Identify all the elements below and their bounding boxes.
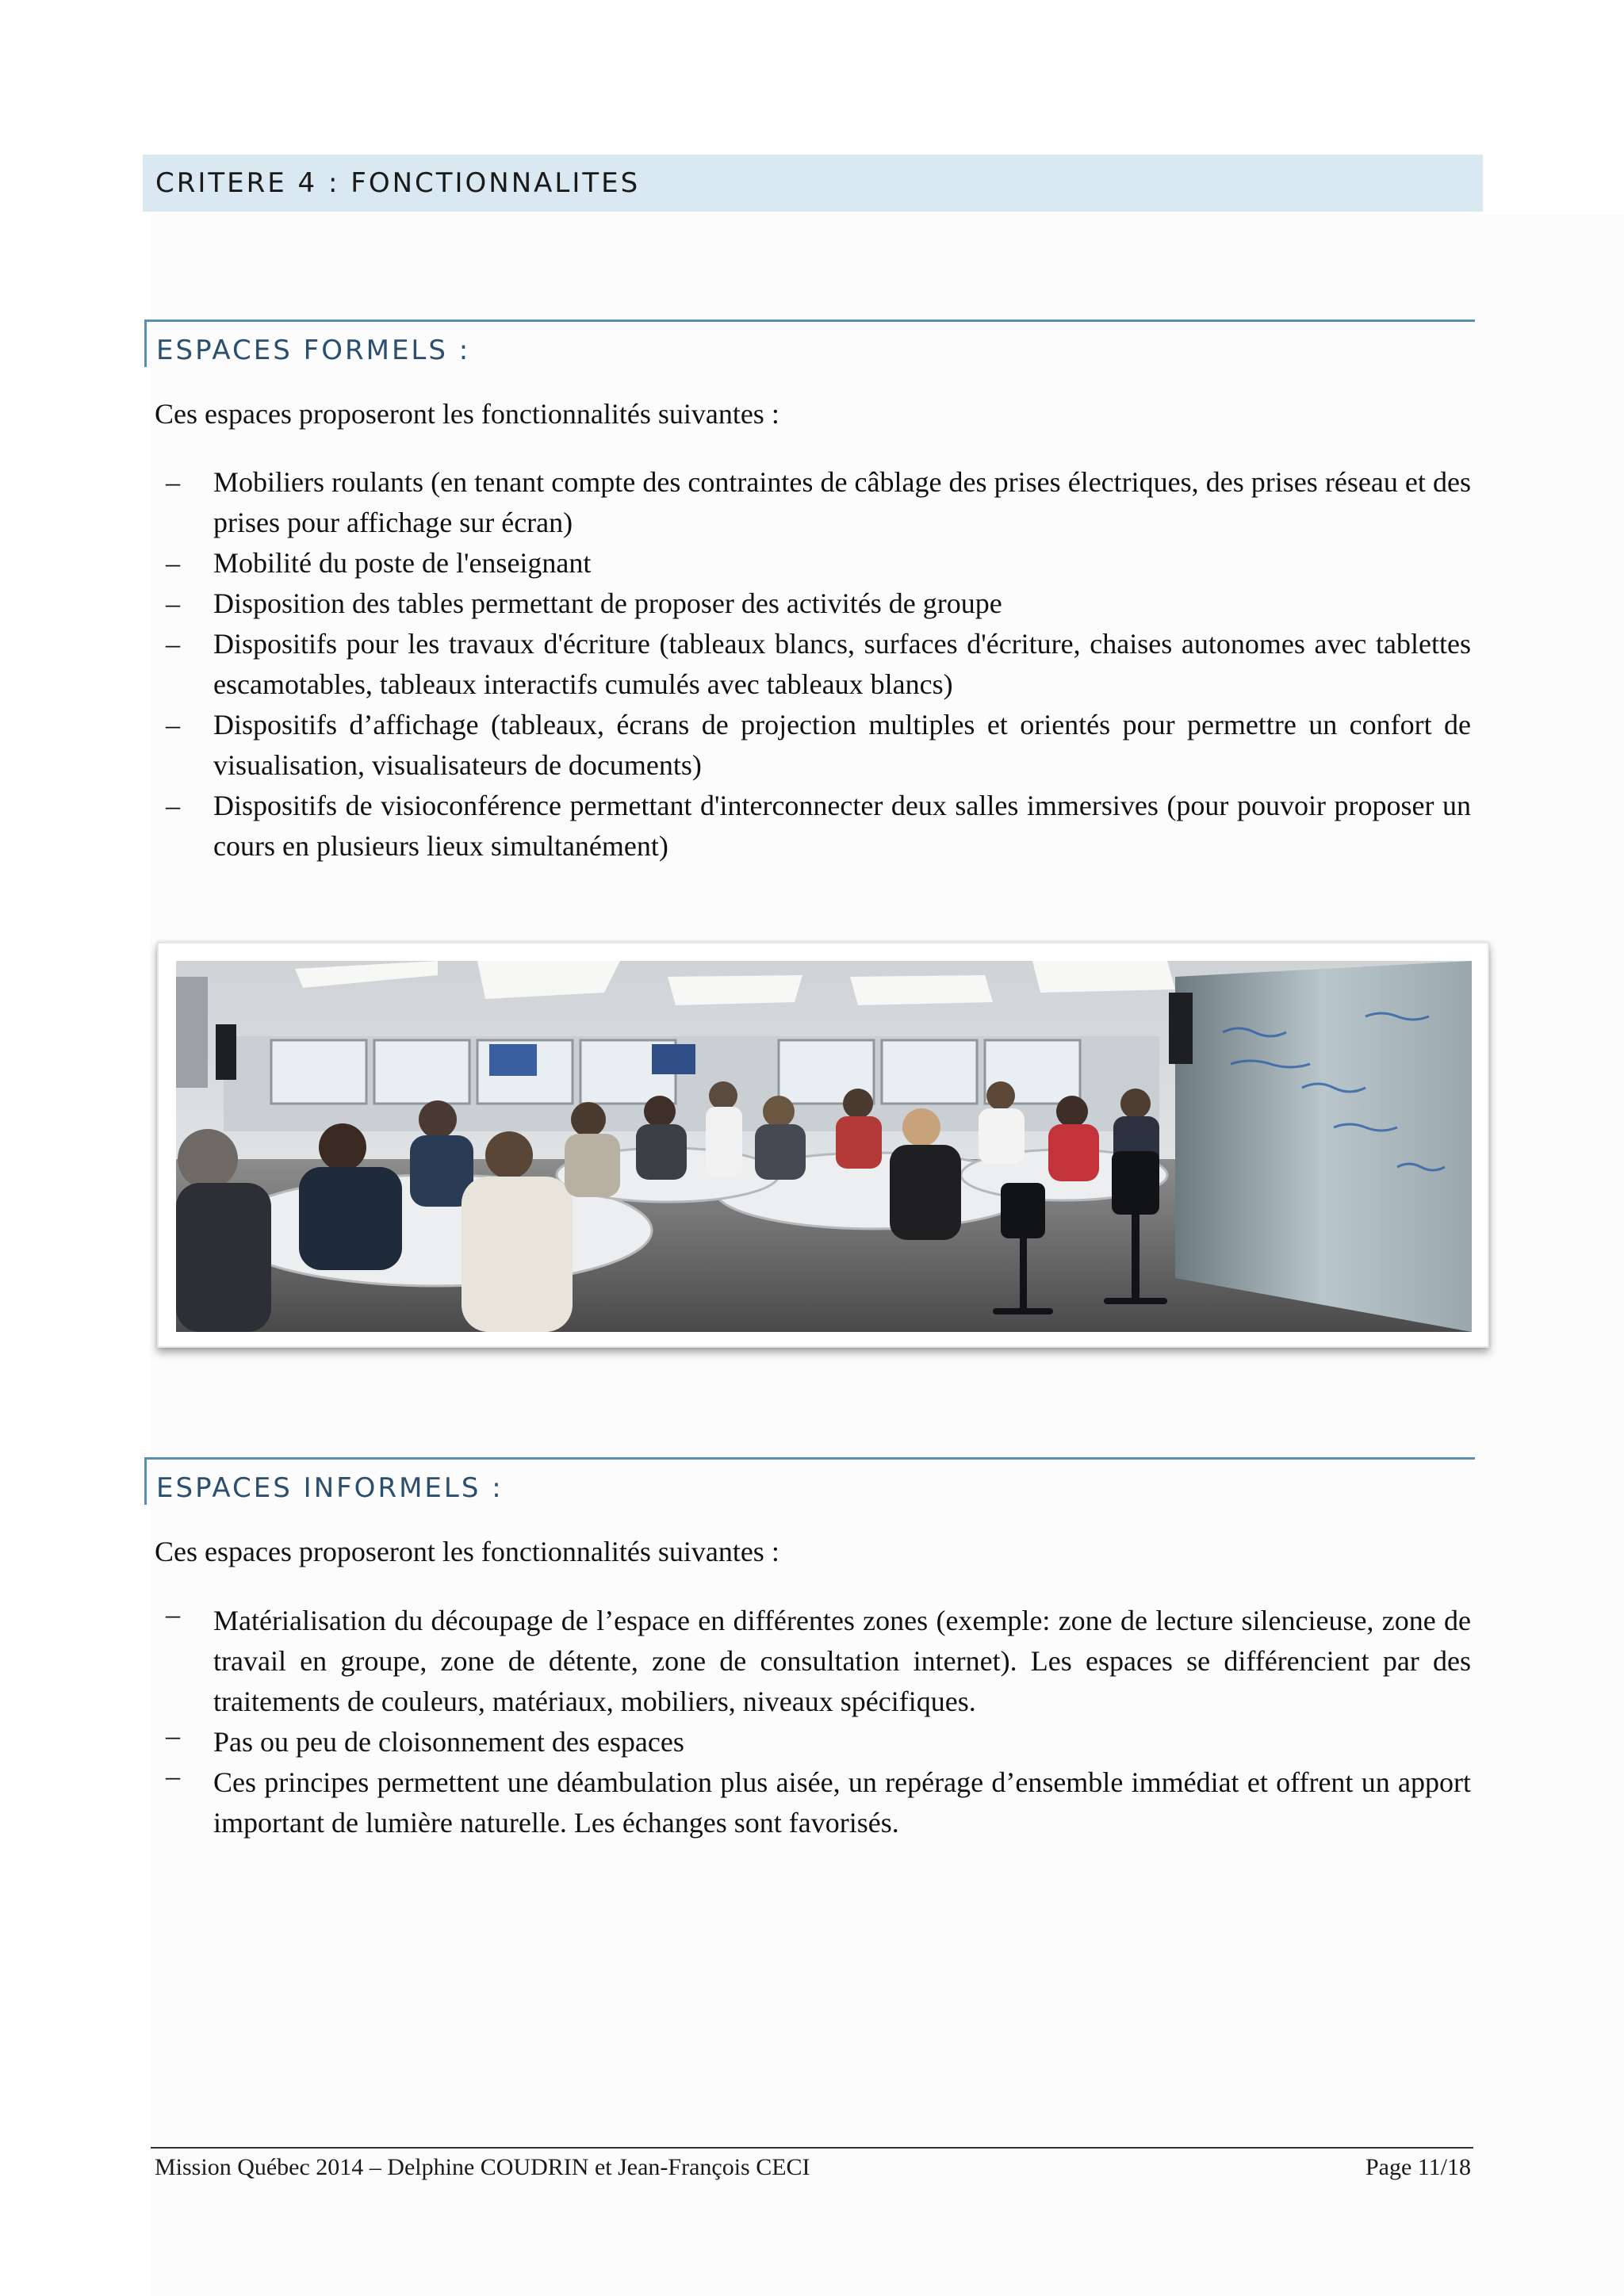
list-item-text: Dispositifs de visioconférence permettant d'interconnecter deux salles immersives (pour pouvoir proposer un cours en plusieurs lieux simultanément) [213, 790, 1471, 862]
bullet-dash: – [166, 709, 180, 740]
section-title-informal: ESPACES INFORMELS : [156, 1471, 504, 1504]
criterion-title: CRITERE 4 : FONCTIONNALITES [155, 167, 641, 199]
list-item [155, 462, 1471, 543]
list-item-text: Pas ou peu de cloisonnement des espaces [213, 1726, 684, 1758]
list-item [155, 584, 1471, 624]
list-item-text: Ces principes permettent une déambulation plus aisée, un repérage d’ensemble immédiat et offrent un apport important de lumière naturelle. Les échanges sont favorisés. [213, 1766, 1471, 1839]
list-item [155, 543, 1471, 584]
intro-informal: Ces espaces proposeront les fonctionnalités suivantes : [155, 1536, 779, 1567]
informal-feature-list [155, 1598, 1471, 1843]
list-item-text: Disposition des tables permettant de proposer des activités de groupe [213, 587, 1002, 619]
bullet-dash: – [166, 1720, 180, 1751]
formal-feature-list [155, 462, 1471, 867]
intro-formal: Ces espaces proposeront les fonctionnalités suivantes : [155, 398, 779, 430]
list-item [155, 624, 1471, 705]
footer-rule [151, 2147, 1473, 2149]
list-item-text: Mobiliers roulants (en tenant compte des contraintes de câblage des prises électriques, des prises réseau et des prises pour affichage sur écran) [213, 466, 1471, 538]
list-item-text: Dispositifs pour les travaux d'écriture (tableaux blancs, surfaces d'écriture, chaises autonomes avec tablettes escamotables, tableaux interactifs cumulés avec tableaux blancs) [213, 628, 1471, 700]
list-item [155, 1598, 1471, 1722]
bullet-dash: – [166, 587, 180, 619]
section-heading-informal [144, 1457, 1475, 1505]
bullet-dash: – [166, 790, 180, 821]
bullet-dash: – [166, 466, 180, 498]
list-item [155, 1722, 1471, 1762]
section-title-formal: ESPACES FORMELS : [156, 334, 471, 366]
list-item [155, 1762, 1471, 1843]
bullet-dash: – [166, 547, 180, 579]
list-item [155, 705, 1471, 786]
criterion-banner [143, 155, 1483, 212]
list-item-text: Matérialisation du découpage de l’espace en différentes zones (exemple: zone de lecture silencieuse, zone de travail en groupe, zone de détente, zone de consultation internet). Les espaces se différencient par des traitements de couleurs, matériaux, mobiliers, niveaux spécifiques. [213, 1605, 1471, 1717]
list-item [155, 786, 1471, 867]
list-item-text: Mobilité du poste de l'enseignant [213, 547, 592, 579]
footer-page-number: Page 11/18 [1365, 2154, 1471, 2180]
bullet-dash: – [166, 1760, 180, 1792]
bullet-dash: – [166, 628, 180, 660]
footer-document-title: Mission Québec 2014 – Delphine COUDRIN et Jean-François CECI [155, 2154, 810, 2180]
bullet-dash: – [166, 1598, 180, 1630]
section-heading-formal [144, 320, 1475, 367]
list-item-text: Dispositifs d’affichage (tableaux, écrans de projection multiples et orientés pour permettre un confort de visualisation, visualisateurs de documents) [213, 709, 1471, 781]
classroom-photo [176, 961, 1472, 1332]
classroom-photo-frame [157, 942, 1489, 1348]
